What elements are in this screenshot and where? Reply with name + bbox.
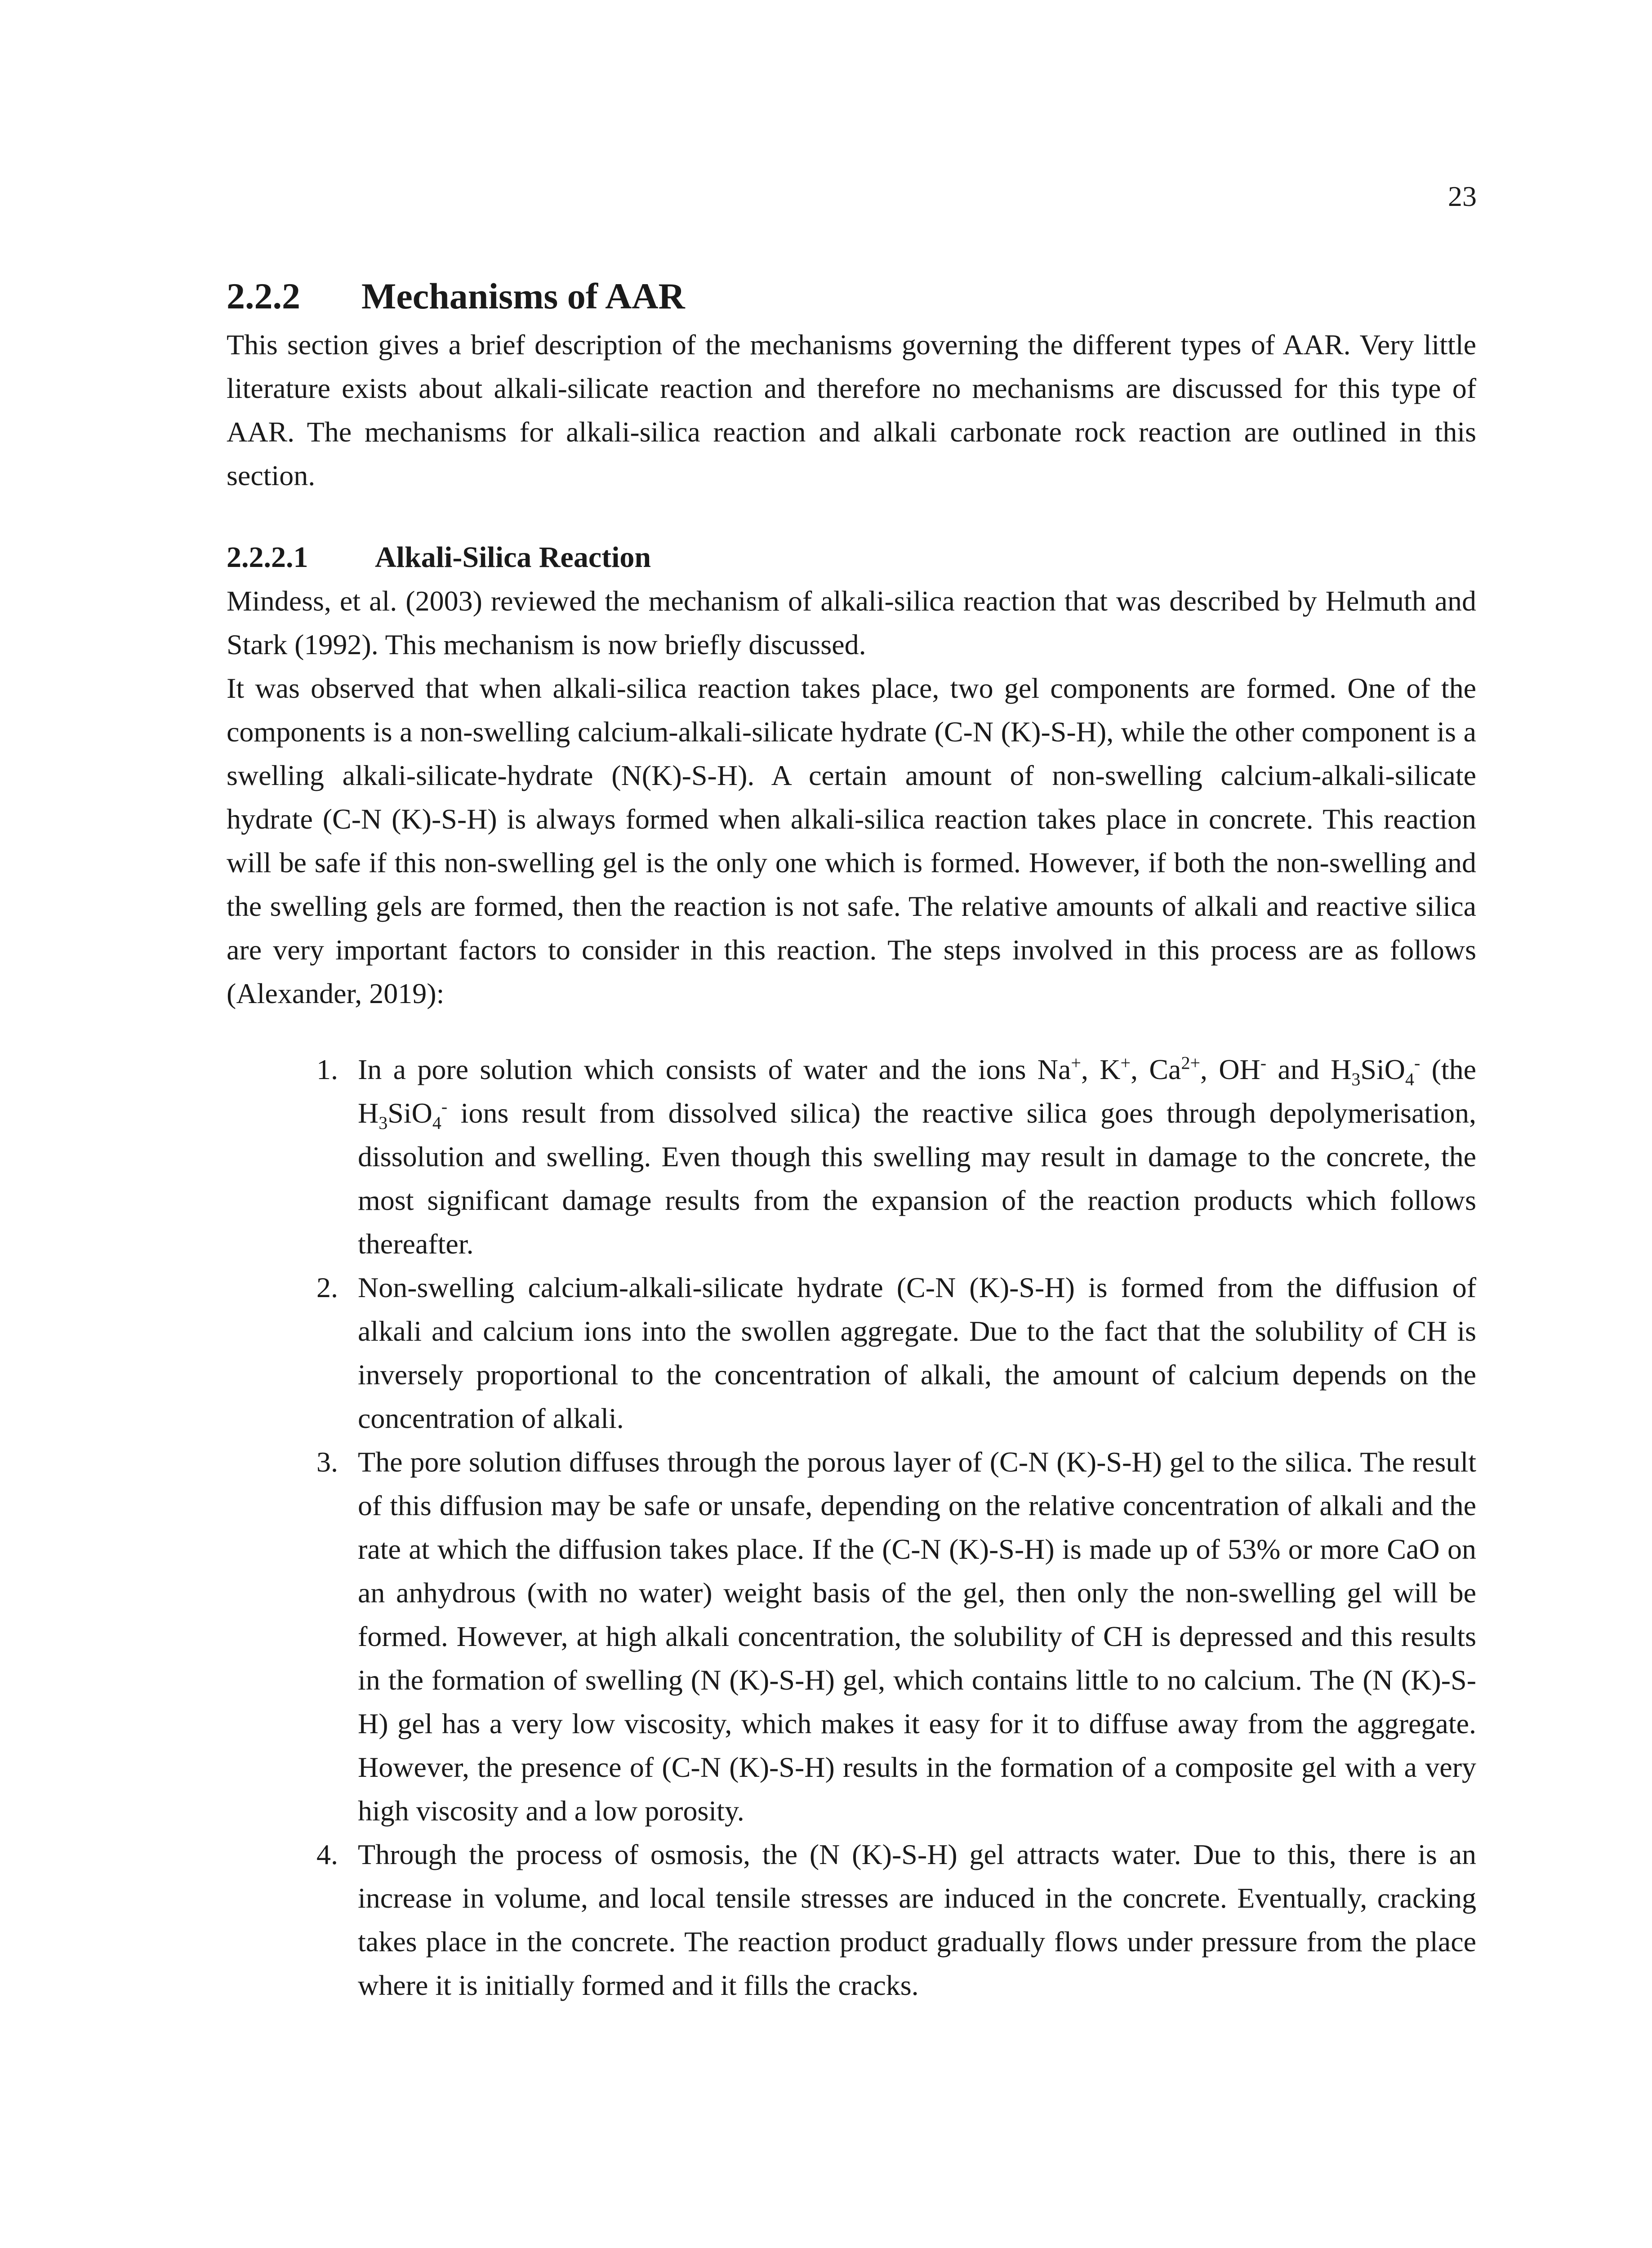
reaction-steps-list [316,1048,1476,2007]
step-text: Non-swelling calcium-alkali-silicate hydrate (C-N (K)-S-H) is formed from the diffusion of alkali and calcium ions into the swollen aggregate. Due to the fact that the solubility of CH is inversely proportional to the concentration of alkali, the amount of calcium depends on the concentration of alkali. [358,1271,1476,1435]
subsection-number: 2.2.2.1 [227,541,308,574]
step-text-fragment: SiO [387,1097,432,1129]
superscript: + [1120,1053,1131,1074]
superscript: - [1260,1053,1267,1074]
section-title: Mechanisms of AAR [361,276,685,317]
list-item [316,1833,1476,2007]
step-text-fragment: (the H [358,1053,1477,1129]
subscript: 4 [1405,1069,1414,1090]
mechanism-intro-paragraph: Mindess, et al. (2003) reviewed the mechanism of alkali-silica reaction that was described by Helmuth and Stark (1992). This mechanism is now briefly discussed. [227,585,1476,661]
section-number: 2.2.2 [227,276,300,317]
section-heading [227,274,1476,318]
superscript: + [1071,1053,1081,1074]
list-marker: 1. [316,1053,338,1086]
list-item [316,1440,1476,1833]
subscript: 3 [1351,1069,1361,1090]
subsection-title: Alkali-Silica Reaction [375,541,651,574]
superscript: - [1414,1053,1420,1074]
subscript: 4 [432,1113,441,1133]
step-text: The pore solution diffuses through the porous layer of (C-N (K)-S-H) gel to the silica. The result of this diffusion may be safe or unsafe, depending on the relative concentration of alkali and the rate at which the diffusion takes place. If the (C-N (K)-S-H) is made up of 53% or more CaO on an anhydrous (with no water) weight basis of the gel, then only the non-swelling gel will be formed. However, at high alkali concentration, the solubility of CH is depressed and this results in the formation of swelling (N (K)-S-H) gel, which contains little to no calcium. The (N (K)-S-H) gel has a very low viscosity, which makes it easy for it to diffuse away from the aggregate. However, the presence of (C-N (K)-S-H) results in the formation of a composite gel with a very high viscosity and a low porosity. [358,1446,1476,1827]
list-item [316,1048,1476,1266]
step-text-fragment: In a pore solution which consists of water and the ions Na [358,1053,1071,1086]
superscript: - [441,1097,448,1117]
page-number: 23 [1448,180,1477,212]
step-text-fragment: , K [1081,1053,1121,1086]
section-intro-paragraph: This section gives a brief description of the mechanisms governing the different types of AAR. Very little literature exists about alkali-silicate reaction and therefore no mechanisms are discussed for this type of AAR. The mechanisms for alkali-silica reaction and alkali carbonate rock reaction are outlined in this section. [227,329,1476,492]
page-content [227,274,1476,2007]
step-text: Through the process of osmosis, the (N (K)-S-H) gel attracts water. Due to this, there is an increase in volume, and local tensile stresses are induced in the concrete. Eventually, cracking takes place in the concrete. The reaction product gradually flows under pressure from the place where it is initially formed and it fills the cracks. [358,1838,1476,2002]
step-text-fragment: , OH [1200,1053,1260,1086]
step-text-fragment: , Ca [1131,1053,1181,1086]
superscript: 2+ [1181,1053,1201,1074]
list-item [316,1266,1476,1440]
subsection-heading [227,535,1476,579]
step-text-fragment: SiO [1360,1053,1405,1086]
list-marker: 4. [316,1838,338,1871]
gel-components-paragraph: It was observed that when alkali-silica reaction takes place, two gel components are formed. One of the components is a non-swelling calcium-alkali-silicate hydrate (C-N (K)-S-H), while the other component is a swelling alkali-silicate-hydrate (N(K)-S-H). A certain amount of non-swelling calcium-alkali-silicate hydrate (C-N (K)-S-H) is always formed when alkali-silica reaction takes place in concrete. This reaction will be safe if this non-swelling gel is the only one which is formed. However, if both the non-swelling and the swelling gels are formed, then the reaction is not safe. The relative amounts of alkali and reactive silica are very important factors to consider in this reaction. The steps involved in this process are as follows (Alexander, 2019): [227,672,1476,1010]
list-marker: 2. [316,1271,338,1304]
step-text-fragment: and H [1266,1053,1352,1086]
step-text [358,1048,1476,1266]
subscript: 3 [378,1113,388,1133]
list-marker: 3. [316,1446,338,1478]
step-text-fragment: ions result from dissolved silica) the reactive silica goes through depolymerisation, dissolution and swelling. Even though this swelling may result in damage to the concrete, the most significant damage results from the expansion of the reaction products which follows thereafter. [358,1097,1476,1260]
